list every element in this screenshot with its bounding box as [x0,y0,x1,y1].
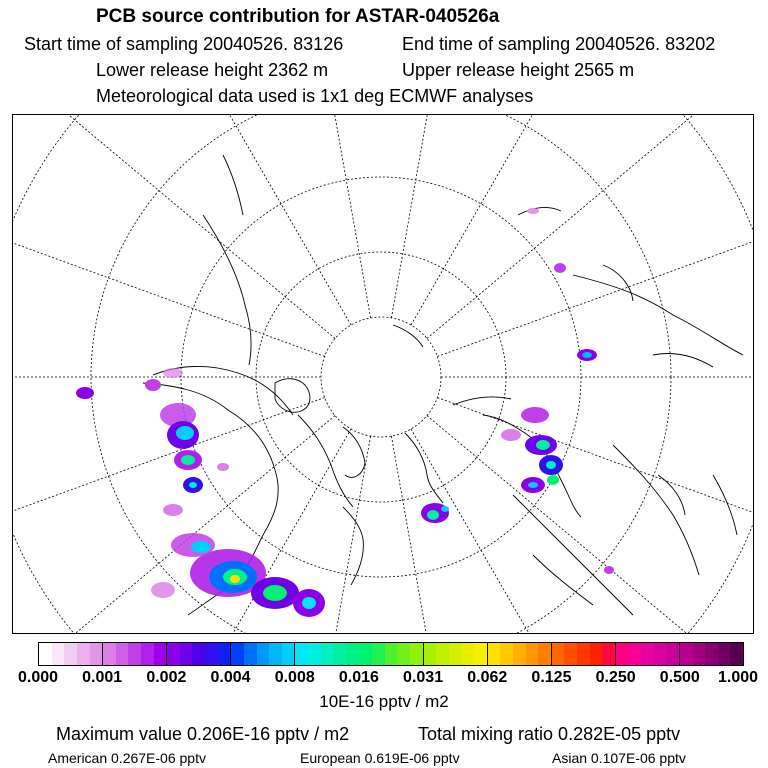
meridian-line [225,115,371,318]
color-scale-tick-label: 0.001 [82,669,123,686]
color-scale-segment [359,643,423,665]
color-scale-tick-label: 0.008 [274,669,315,686]
meridian-line [437,115,754,356]
meridian-line [391,115,537,318]
color-scale-segment [167,643,231,665]
total-mixing-ratio-label: Total mixing ratio 0.282E-05 pptv [418,724,681,744]
upper-height-label: Upper release height 2565 m [402,60,635,80]
siberia-plume [501,407,614,574]
map-canvas [13,115,754,634]
meridian-line [437,398,754,634]
polar-map [12,114,754,634]
color-scale-segment [680,643,743,665]
color-scale-segment [295,643,359,665]
color-scale-segment [616,643,680,665]
color-scale-segment [488,643,552,665]
color-scale-segment [39,643,103,665]
european-contribution: European 0.619E-06 pptv [300,750,460,766]
color-scale-segment [552,643,616,665]
color-scale-tick-label: 0.000 [17,669,59,686]
pacific-plume [163,208,597,378]
color-scale-tick-label: 0.062 [467,669,508,686]
atlantic-plume [421,503,449,523]
latitude-graticule [13,115,754,634]
lower-height-label: Lower release height 2362 m [96,60,329,80]
meridian-line [13,115,325,356]
american-contribution: American 0.267E-06 pptv [48,750,206,766]
unit-label: 10E-16 pptv / m2 [319,692,449,711]
color-scale-tick-label: 1.000 [717,669,759,686]
color-scale-segment [103,643,167,665]
north-america-south-plume [151,533,325,617]
color-scale-tick-label: 0.002 [146,669,187,686]
map-title: PCB source contribution for ASTAR-040526a [96,6,500,27]
color-scale-tick-label: 0.125 [531,669,572,686]
color-scale-segment [231,643,295,665]
meridian-line [411,429,754,634]
asian-contribution: Asian 0.107E-06 pptv [552,750,686,766]
color-scale-tick-label: 0.250 [595,669,636,686]
meridian-line [13,115,335,338]
meridian-line [427,115,754,338]
meteo-label: Meteorological data used is 1x1 deg ECMWF analyses [96,86,534,106]
meridian-line [391,436,537,634]
color-scale-tick-label: 0.004 [210,669,251,686]
longitude-graticule [13,115,754,634]
max-value-label: Maximum value 0.206E-16 pptv / m2 [56,724,350,744]
meridian-line [411,115,754,325]
color-scale-tick-label: 0.016 [338,669,379,686]
north-america-west-plume [76,379,229,516]
color-scale-segment [424,643,488,665]
color-scale-bar [38,642,744,666]
color-scale-tick-label: 0.500 [659,669,700,686]
color-scale-tick-label: 0.031 [403,669,444,686]
end-time-label: End time of sampling 20040526. 83202 [402,34,716,54]
coastlines [143,155,743,615]
meridian-line [13,115,351,325]
meridian-line [427,416,754,634]
start-time-label: Start time of sampling 20040526. 83126 [24,34,344,54]
